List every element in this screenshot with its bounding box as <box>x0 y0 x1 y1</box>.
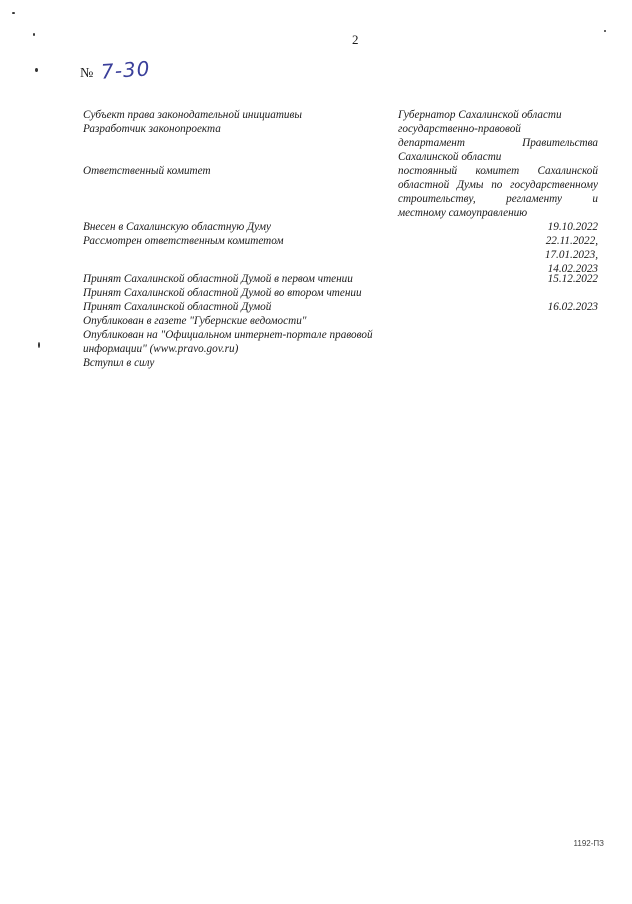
label-reviewed: Рассмотрен ответственным комитетом <box>83 235 284 247</box>
value-developer-line3: Сахалинской области <box>398 151 502 163</box>
value-reviewed-date: 22.11.2022, <box>545 235 598 247</box>
label-responsible-committee: Ответственный комитет <box>83 165 211 177</box>
label-published-portal-line2: информации" (www.pravo.gov.ru) <box>83 343 239 355</box>
scan-speck <box>12 12 15 14</box>
value-committee-line4: местному самоуправлению <box>398 207 528 219</box>
label-in-force: Вступил в силу <box>83 357 155 369</box>
value-initiative-subject: Губернатор Сахалинской области <box>398 109 562 121</box>
value-first-reading-date: 15.12.2022 <box>547 273 598 285</box>
handwritten-number: 7-30 <box>100 56 152 84</box>
label-published-portal-line1: Опубликован на "Официальном интернет-портале правовой <box>83 329 373 341</box>
value-developer-line1: государственно-правовой <box>398 123 521 135</box>
label-published-gazette: Опубликован в газете "Губернские ведомости" <box>83 315 307 327</box>
scan-speck <box>38 342 40 348</box>
document-code: 1192-ПЗ <box>573 839 604 848</box>
document-number <box>80 58 151 82</box>
scan-speck <box>33 33 35 36</box>
value-committee-line2: областной Думы по государственному <box>398 179 598 191</box>
label-adopted: Принят Сахалинской областной Думой <box>83 301 272 313</box>
value-submitted-date: 19.10.2022 <box>547 221 598 233</box>
label-initiative-subject: Субъект права законодательной инициативы <box>83 109 302 121</box>
scan-speck <box>35 68 38 72</box>
label-second-reading: Принят Сахалинской областной Думой во втором чтении <box>83 287 362 299</box>
value-developer-line2: департамент Правительства <box>398 137 598 149</box>
value-reviewed-date: 17.01.2023, <box>544 249 598 261</box>
scan-speck <box>604 30 606 32</box>
value-reviewed-date: 14.02.2023 <box>547 263 598 275</box>
page-number: 2 <box>352 32 359 47</box>
label-developer: Разработчик законопроекта <box>83 123 221 135</box>
value-committee-line1: постоянный комитет Сахалинской <box>398 165 598 177</box>
value-committee-line3: строительству, регламенту и <box>398 193 598 205</box>
value-adopted-date: 16.02.2023 <box>547 301 598 313</box>
label-first-reading: Принят Сахалинской областной Думой в первом чтении <box>83 273 353 285</box>
number-sign: № <box>80 66 94 81</box>
label-submitted: Внесен в Сахалинскую областную Думу <box>83 221 271 233</box>
